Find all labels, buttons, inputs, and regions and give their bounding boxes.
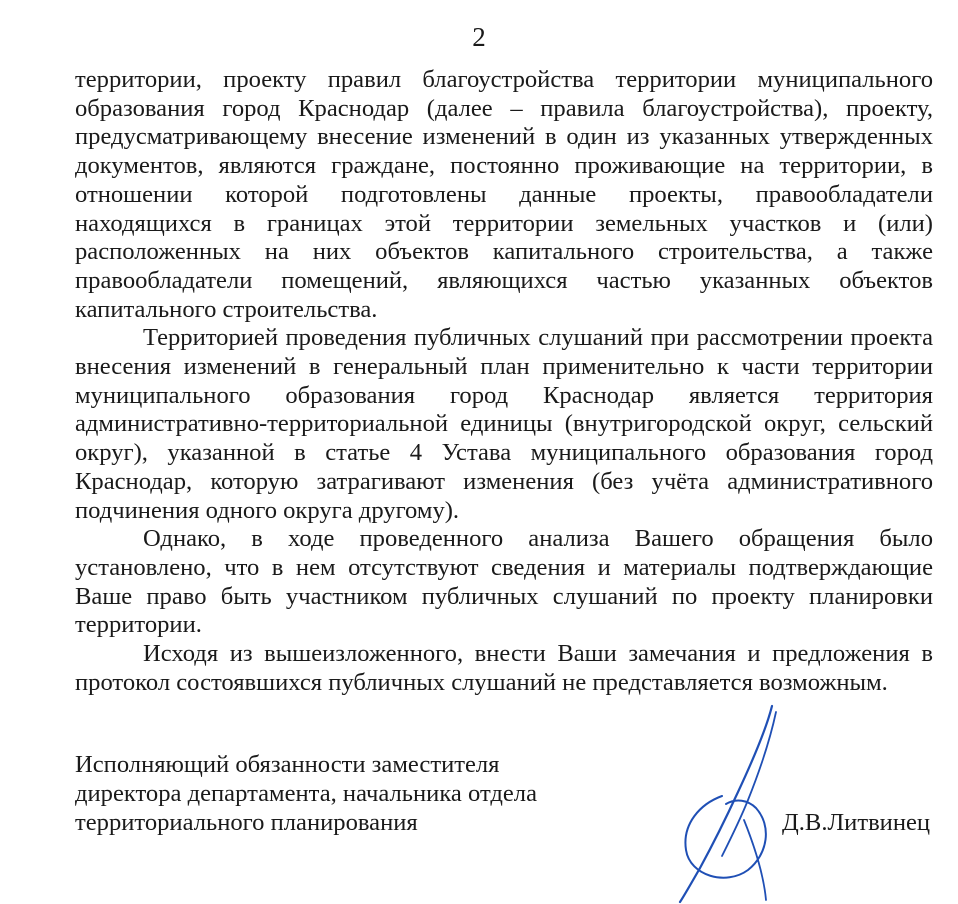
letter-body	[75, 66, 933, 697]
signature-stroke	[744, 820, 766, 900]
signature-stroke	[685, 796, 765, 878]
position-line: Исполняющий обязанности заместителя	[75, 751, 500, 778]
body-paragraph: Территорией проведения публичных слушаний при рассмотрении проекта внесения изменений в генеральный план применительно к части территории муниципального образования город Краснодар является территория административно-территориальной единицы (внутригородской округ, сельский округ), указанной в статье 4 Устава муниципального образования город Краснодар, которую затрагивают изменения (без учёта административного подчинения одного округа другому).	[75, 324, 933, 524]
position-line: территориального планирования	[75, 809, 418, 836]
page-number: 2	[472, 22, 486, 52]
position-line: директора департамента, начальника отдела	[75, 780, 537, 807]
handwritten-signature	[660, 700, 810, 904]
body-paragraph: территории, проекту правил благоустройства территории муниципального образования город Краснодар (далее – правила благоустройства), проекту, предусматривающему внесение изменений в один из указанных утвержденных документов, являются граждане, постоянно проживающие на территории, в отношении которой подготовлены данные проекты, правообладатели находящихся в границах этой территории земельных участков и (или) расположенных на них объектов капитального строительства, а также правообладатели помещений, являющихся частью указанных объектов капитального строительства.	[75, 66, 933, 323]
signatory-position	[75, 750, 537, 837]
signatory-name: Д.В.Литвинец	[782, 809, 931, 836]
body-paragraph: Исходя из вышеизложенного, внести Ваши замечания и предложения в протокол состоявшихся публичных слушаний не представляется возможным.	[75, 640, 933, 696]
body-paragraph: Однако, в ходе проведенного анализа Вашего обращения было установлено, что в нем отсутствуют сведения и материалы подтверждающие Ваше право быть участником публичных слушаний по проекту планировки территории.	[75, 525, 933, 639]
